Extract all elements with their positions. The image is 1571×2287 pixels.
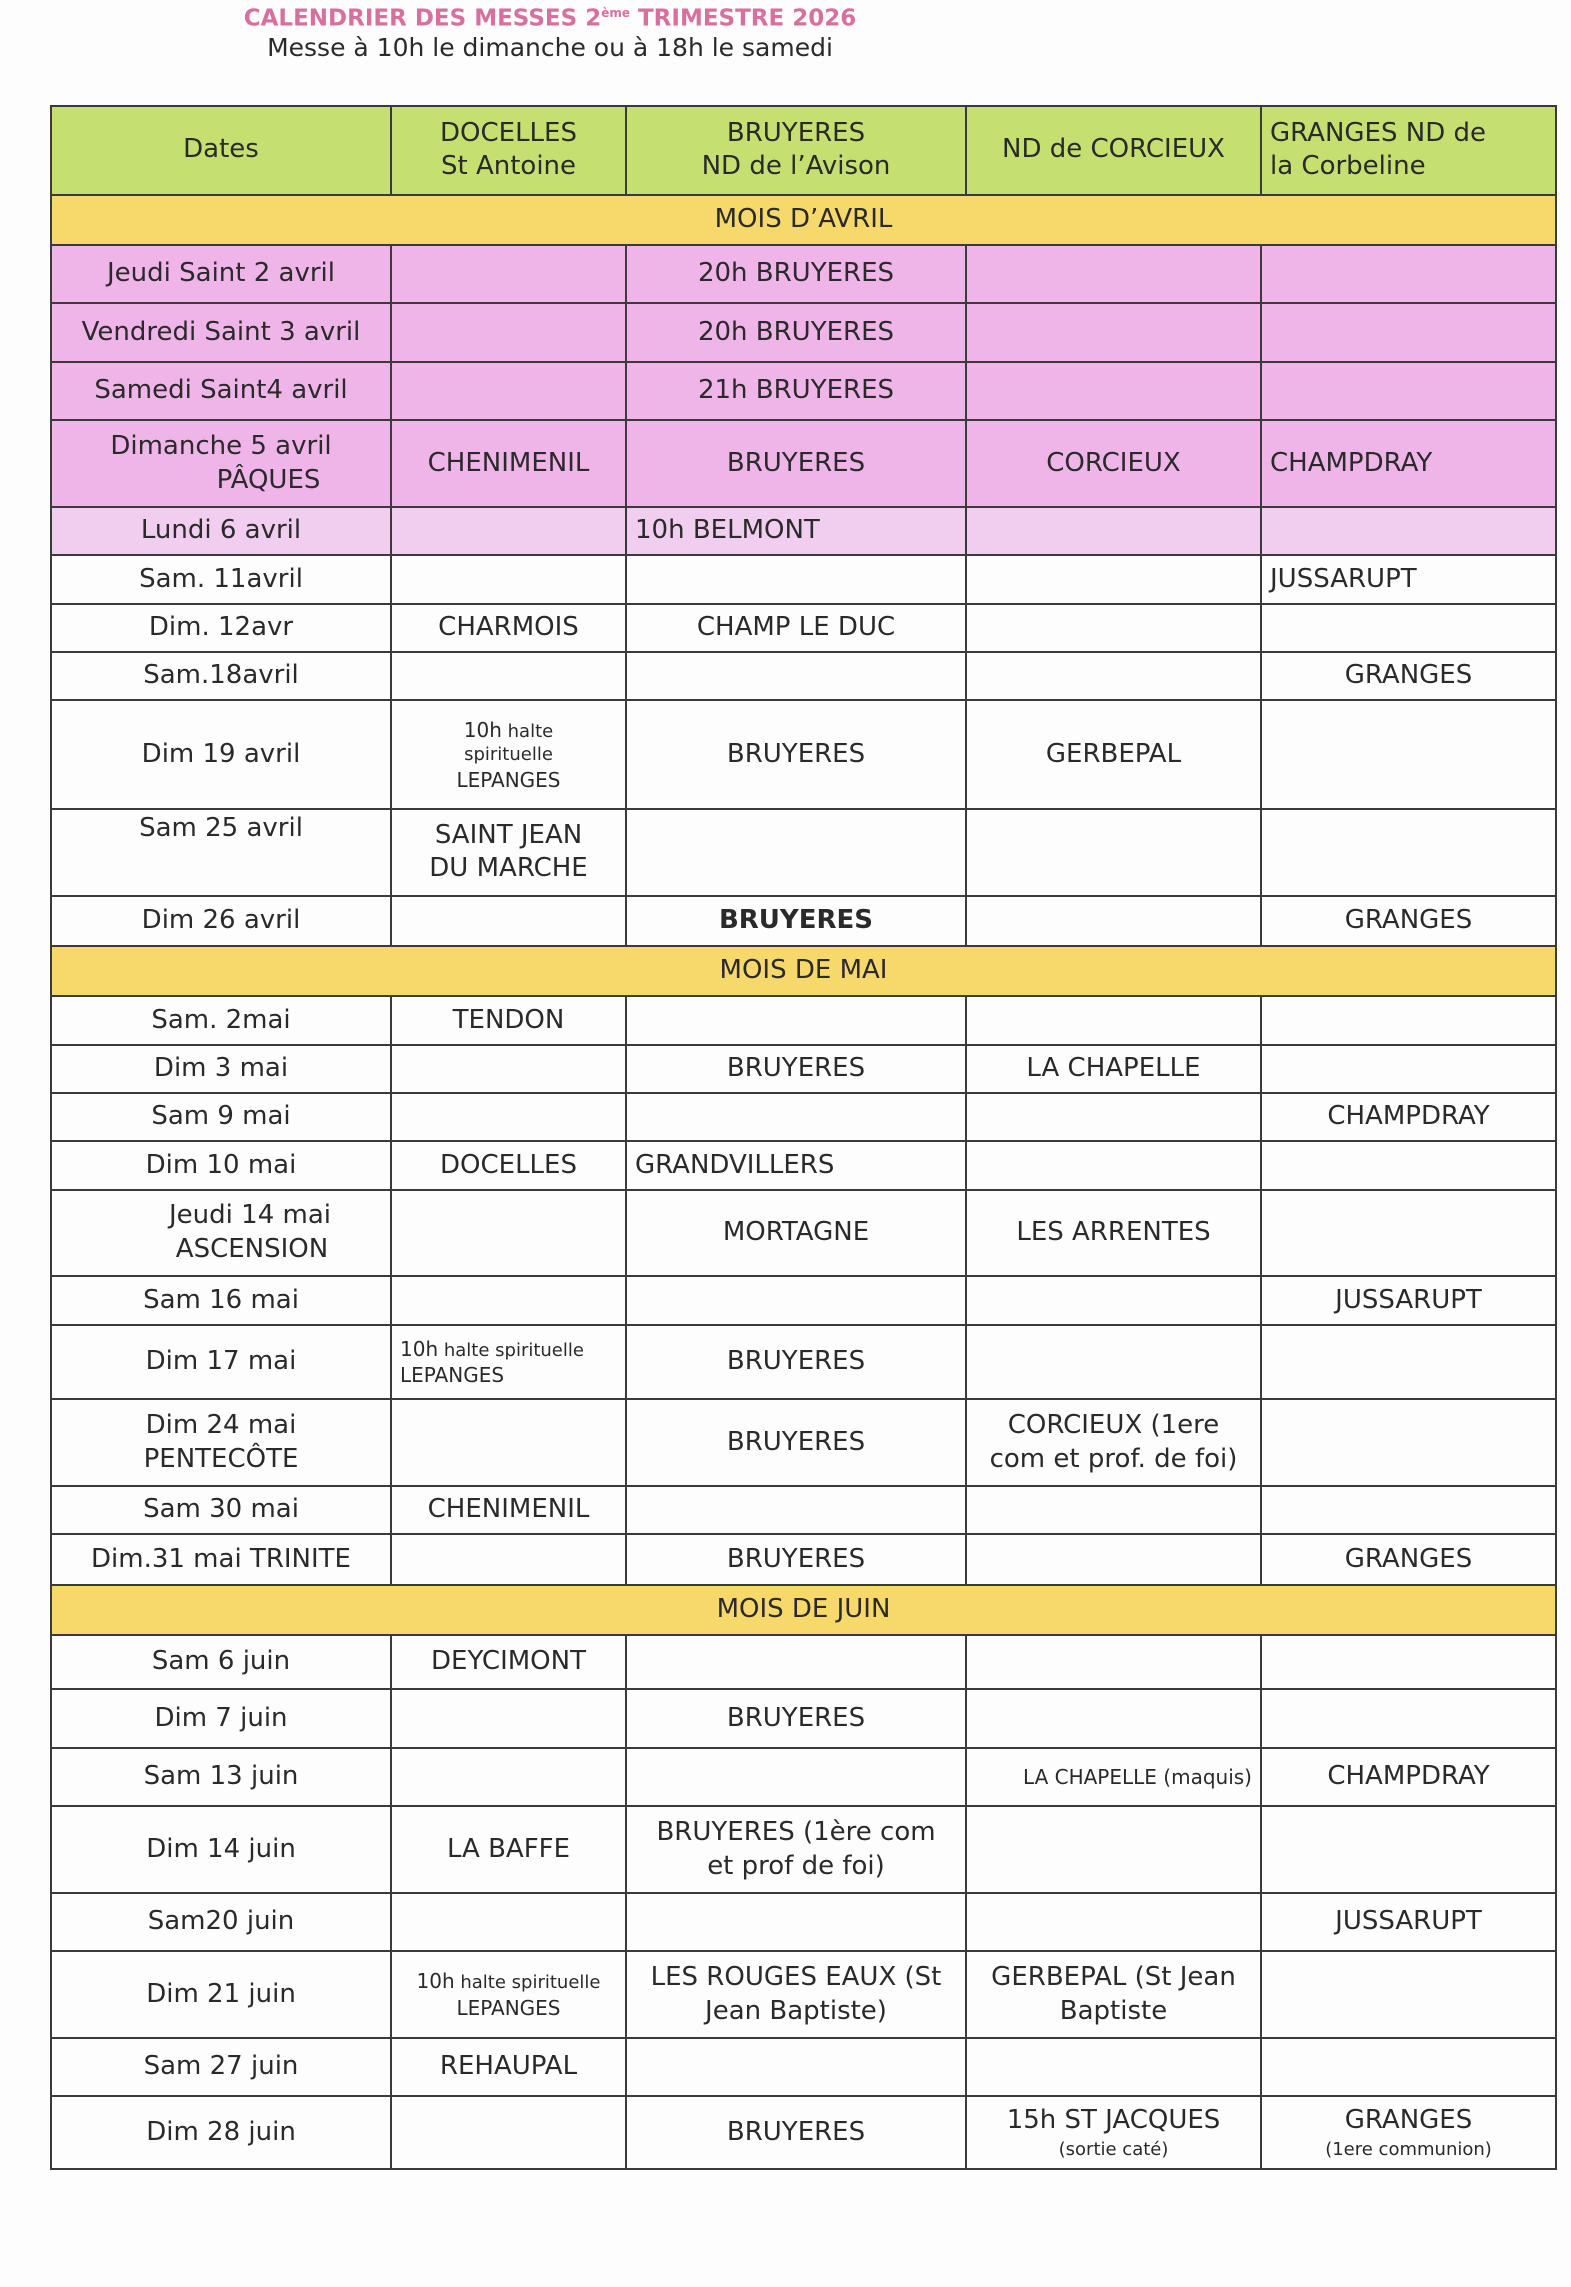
date-cell: Dim 26 avril bbox=[51, 896, 391, 946]
table-row bbox=[51, 362, 1556, 420]
table-row bbox=[51, 2038, 1556, 2096]
corcieux-line1: 15h ST JACQUES bbox=[1006, 2105, 1221, 2136]
granges-cell bbox=[1261, 1190, 1556, 1277]
corcieux-cell bbox=[966, 1276, 1261, 1324]
table-row bbox=[51, 1534, 1556, 1584]
granges-cell bbox=[1261, 507, 1556, 555]
halte-text: halte bbox=[501, 720, 554, 742]
date-cell: Sam20 juin bbox=[51, 1893, 391, 1951]
bruyeres-cell bbox=[626, 1093, 966, 1141]
bruyeres-cell bbox=[626, 1635, 966, 1689]
bruyeres-cell: 21h BRUYERES bbox=[626, 362, 966, 420]
table-row bbox=[51, 1093, 1556, 1141]
granges-cell: CHAMPDRAY bbox=[1261, 1093, 1556, 1141]
granges-cell bbox=[1261, 245, 1556, 303]
date-line1: Dim 24 mai bbox=[145, 1409, 297, 1440]
date-cell: Sam. 11avril bbox=[51, 555, 391, 603]
docelles-cell bbox=[391, 507, 626, 555]
date-cell: Lundi 6 avril bbox=[51, 507, 391, 555]
date-cell: Samedi Saint4 avril bbox=[51, 362, 391, 420]
month-label: MOIS DE MAI bbox=[51, 946, 1556, 996]
date-cell: Sam.18avril bbox=[51, 652, 391, 700]
date-cell: Sam 6 juin bbox=[51, 1635, 391, 1689]
bruyeres-line1: BRUYERES (1ère com bbox=[656, 1816, 936, 1847]
month-row-april bbox=[51, 195, 1556, 245]
docelles-line1 bbox=[400, 1968, 617, 1994]
docelles-line1: SAINT JEAN bbox=[434, 819, 583, 850]
corcieux-cell bbox=[966, 1486, 1261, 1534]
bruyeres-cell: 10h BELMONT bbox=[626, 507, 966, 555]
docelles-cell bbox=[391, 1190, 626, 1277]
corcieux-line1: GERBEPAL (St Jean bbox=[991, 1961, 1236, 1992]
table-row bbox=[51, 996, 1556, 1044]
table-row bbox=[51, 604, 1556, 652]
table-row bbox=[51, 1045, 1556, 1093]
docelles-cell bbox=[391, 809, 626, 896]
page-title bbox=[0, 0, 1100, 32]
granges-cell: GRANGES bbox=[1261, 1534, 1556, 1584]
bruyeres-cell bbox=[626, 996, 966, 1044]
col-header-bruyeres bbox=[626, 106, 966, 195]
docelles-cell: CHENIMENIL bbox=[391, 1486, 626, 1534]
table-row bbox=[51, 1893, 1556, 1951]
docelles-cell: DEYCIMONT bbox=[391, 1635, 626, 1689]
col-header-corcieux: ND de CORCIEUX bbox=[966, 106, 1261, 195]
bruyeres-line1: LES ROUGES EAUX (St bbox=[650, 1961, 942, 1992]
docelles-cell bbox=[391, 245, 626, 303]
col-header-bruyeres-line1: BRUYERES bbox=[726, 117, 866, 148]
date-cell bbox=[51, 1399, 391, 1486]
docelles-line1 bbox=[400, 717, 617, 743]
col-header-docelles bbox=[391, 106, 626, 195]
halte-text: halte spirituelle bbox=[438, 1339, 584, 1361]
table-row bbox=[51, 245, 1556, 303]
granges-cell bbox=[1261, 1486, 1556, 1534]
corcieux-cell: CORCIEUX bbox=[966, 420, 1261, 507]
table-row bbox=[51, 2096, 1556, 2169]
docelles-cell: DOCELLES bbox=[391, 1141, 626, 1189]
docelles-cell bbox=[391, 1325, 626, 1400]
docelles-cell: TENDON bbox=[391, 996, 626, 1044]
mass-calendar-table bbox=[50, 105, 1557, 2170]
page-subtitle: Messe à 10h le dimanche ou à 18h le samedi bbox=[267, 33, 833, 62]
bruyeres-cell: BRUYERES bbox=[626, 1534, 966, 1584]
granges-cell bbox=[1261, 362, 1556, 420]
corcieux-cell bbox=[966, 604, 1261, 652]
corcieux-cell bbox=[966, 1534, 1261, 1584]
granges-cell bbox=[1261, 1951, 1556, 2038]
docelles-line3: LEPANGES bbox=[456, 767, 561, 792]
corcieux-cell bbox=[966, 2096, 1261, 2169]
corcieux-cell bbox=[966, 996, 1261, 1044]
bruyeres-cell: BRUYERES bbox=[626, 420, 966, 507]
date-cell: Sam 13 juin bbox=[51, 1748, 391, 1806]
bruyeres-cell bbox=[626, 1951, 966, 2038]
col-header-bruyeres-line2: ND de l’Avison bbox=[701, 151, 891, 182]
granges-cell: GRANGES bbox=[1261, 896, 1556, 946]
month-row-may bbox=[51, 946, 1556, 996]
docelles-cell bbox=[391, 700, 626, 809]
corcieux-cell bbox=[966, 1748, 1261, 1806]
date-cell: Dim 3 mai bbox=[51, 1045, 391, 1093]
col-header-docelles-line2: St Antoine bbox=[440, 151, 577, 182]
docelles-cell bbox=[391, 1093, 626, 1141]
table-row bbox=[51, 1806, 1556, 1893]
docelles-cell: CHENIMENIL bbox=[391, 420, 626, 507]
docelles-cell bbox=[391, 652, 626, 700]
docelles-cell bbox=[391, 1748, 626, 1806]
granges-cell bbox=[1261, 2096, 1556, 2169]
date-cell: Dim 19 avril bbox=[51, 700, 391, 809]
docelles-cell bbox=[391, 1893, 626, 1951]
date-cell: Sam 30 mai bbox=[51, 1486, 391, 1534]
bruyeres-cell bbox=[626, 1748, 966, 1806]
bruyeres-cell: BRUYERES bbox=[626, 1325, 966, 1400]
docelles-line2: LEPANGES bbox=[400, 1363, 505, 1388]
table-row bbox=[51, 1276, 1556, 1324]
corcieux-cell bbox=[966, 1893, 1261, 1951]
bruyeres-cell bbox=[626, 1806, 966, 1893]
docelles-cell bbox=[391, 1534, 626, 1584]
corcieux-cell bbox=[966, 362, 1261, 420]
col-header-granges-line1: GRANGES ND de bbox=[1270, 117, 1486, 148]
docelles-cell bbox=[391, 1399, 626, 1486]
time-text: 10h bbox=[400, 1336, 439, 1361]
bruyeres-cell bbox=[626, 1486, 966, 1534]
table-row bbox=[51, 1748, 1556, 1806]
date-cell: Dim 28 juin bbox=[51, 2096, 391, 2169]
date-cell: Dim 7 juin bbox=[51, 1689, 391, 1747]
corcieux-cell bbox=[966, 245, 1261, 303]
bruyeres-cell bbox=[626, 652, 966, 700]
corcieux-cell bbox=[966, 1806, 1261, 1893]
docelles-cell bbox=[391, 555, 626, 603]
docelles-cell bbox=[391, 896, 626, 946]
granges-line1: GRANGES bbox=[1344, 2105, 1473, 2136]
table-row bbox=[51, 555, 1556, 603]
corcieux-cell bbox=[966, 2038, 1261, 2096]
bruyeres-cell: BRUYERES bbox=[626, 700, 966, 809]
corcieux-cell bbox=[966, 1093, 1261, 1141]
corcieux-cell bbox=[966, 1399, 1261, 1486]
corcieux-cell bbox=[966, 1141, 1261, 1189]
corcieux-cell bbox=[966, 507, 1261, 555]
table-row bbox=[51, 700, 1556, 809]
corcieux-cell bbox=[966, 809, 1261, 896]
corcieux-cell bbox=[966, 1951, 1261, 2038]
corcieux-line2: com et prof. de foi) bbox=[989, 1443, 1238, 1474]
granges-cell bbox=[1261, 303, 1556, 361]
bruyeres-line2: Jean Baptiste) bbox=[705, 1995, 887, 2026]
bruyeres-cell: 20h BRUYERES bbox=[626, 303, 966, 361]
corcieux-line2: (sortie caté) bbox=[1058, 2138, 1169, 2160]
bruyeres-cell: BRUYERES bbox=[626, 1399, 966, 1486]
bruyeres-line2: et prof de foi) bbox=[707, 1850, 885, 1881]
corcieux-note: (maquis) bbox=[1163, 1765, 1252, 1790]
corcieux-cell bbox=[966, 555, 1261, 603]
corcieux-cell bbox=[966, 1689, 1261, 1747]
table-row bbox=[51, 652, 1556, 700]
table-row bbox=[51, 303, 1556, 361]
table-row bbox=[51, 1689, 1556, 1747]
date-line2: ASCENSION bbox=[175, 1234, 329, 1265]
bruyeres-cell: 20h BRUYERES bbox=[626, 245, 966, 303]
table-row bbox=[51, 1486, 1556, 1534]
date-cell: Sam 27 juin bbox=[51, 2038, 391, 2096]
corcieux-cell bbox=[966, 303, 1261, 361]
granges-cell bbox=[1261, 1325, 1556, 1400]
table-row bbox=[51, 1190, 1556, 1277]
table-row bbox=[51, 1399, 1556, 1486]
corcieux-cell: LES ARRENTES bbox=[966, 1190, 1261, 1277]
granges-cell: JUSSARUPT bbox=[1261, 555, 1556, 603]
granges-cell bbox=[1261, 1689, 1556, 1747]
bruyeres-cell bbox=[626, 809, 966, 896]
table-row bbox=[51, 420, 1556, 507]
granges-cell bbox=[1261, 1806, 1556, 1893]
time-text: 10h bbox=[463, 717, 502, 742]
date-cell: Sam. 2mai bbox=[51, 996, 391, 1044]
bruyeres-cell: BRUYERES bbox=[626, 1689, 966, 1747]
table-row bbox=[51, 896, 1556, 946]
date-cell: Jeudi Saint 2 avril bbox=[51, 245, 391, 303]
granges-cell bbox=[1261, 700, 1556, 809]
col-header-dates: Dates bbox=[51, 106, 391, 195]
date-cell: Sam 25 avril bbox=[51, 809, 391, 896]
table-row bbox=[51, 1635, 1556, 1689]
title-main: CALENDRIER DES MESSES 2 bbox=[243, 5, 602, 32]
col-header-docelles-line1: DOCELLES bbox=[440, 117, 577, 148]
granges-cell bbox=[1261, 996, 1556, 1044]
date-cell: Dim 21 juin bbox=[51, 1951, 391, 2038]
corcieux-text: LA CHAPELLE bbox=[1022, 1765, 1164, 1790]
date-cell: Sam 9 mai bbox=[51, 1093, 391, 1141]
date-cell: Dim. 12avr bbox=[51, 604, 391, 652]
table-row bbox=[51, 809, 1556, 896]
date-cell: Dim 14 juin bbox=[51, 1806, 391, 1893]
docelles-line2: DU MARCHE bbox=[429, 853, 588, 884]
docelles-cell: LA BAFFE bbox=[391, 1806, 626, 1893]
docelles-cell: CHARMOIS bbox=[391, 604, 626, 652]
date-cell: Dim 17 mai bbox=[51, 1325, 391, 1400]
docelles-cell bbox=[391, 1689, 626, 1747]
granges-cell bbox=[1261, 1635, 1556, 1689]
corcieux-cell bbox=[966, 1325, 1261, 1400]
corcieux-line1: CORCIEUX (1ere bbox=[1007, 1409, 1220, 1440]
date-cell: Vendredi Saint 3 avril bbox=[51, 303, 391, 361]
docelles-cell bbox=[391, 2096, 626, 2169]
corcieux-cell bbox=[966, 1635, 1261, 1689]
date-cell bbox=[51, 420, 391, 507]
docelles-line2: spirituelle bbox=[464, 744, 553, 766]
bruyeres-cell: BRUYERES bbox=[626, 1045, 966, 1093]
corcieux-cell: GERBEPAL bbox=[966, 700, 1261, 809]
docelles-line1 bbox=[400, 1336, 617, 1362]
date-line2: PÂQUES bbox=[216, 464, 321, 495]
granges-cell: JUSSARUPT bbox=[1261, 1276, 1556, 1324]
corcieux-cell bbox=[966, 652, 1261, 700]
granges-cell: CHAMPDRAY bbox=[1261, 1748, 1556, 1806]
month-row-june bbox=[51, 1585, 1556, 1635]
date-cell: Dim.31 mai TRINITE bbox=[51, 1534, 391, 1584]
date-cell: Dim 10 mai bbox=[51, 1141, 391, 1189]
granges-cell: JUSSARUPT bbox=[1261, 1893, 1556, 1951]
granges-cell bbox=[1261, 1141, 1556, 1189]
title-superscript: ème bbox=[601, 6, 630, 20]
bruyeres-cell: MORTAGNE bbox=[626, 1190, 966, 1277]
granges-cell bbox=[1261, 809, 1556, 896]
date-line1: Jeudi 14 mai bbox=[169, 1200, 331, 1231]
granges-cell bbox=[1261, 604, 1556, 652]
corcieux-cell: LA CHAPELLE bbox=[966, 1045, 1261, 1093]
granges-cell: GRANGES bbox=[1261, 652, 1556, 700]
time-text: 10h bbox=[416, 1969, 455, 1994]
date-line1: Dimanche 5 avril bbox=[110, 430, 332, 461]
col-header-granges bbox=[1261, 106, 1556, 195]
docelles-cell bbox=[391, 1276, 626, 1324]
docelles-line2: LEPANGES bbox=[456, 1995, 561, 2020]
docelles-cell bbox=[391, 1045, 626, 1093]
bruyeres-cell bbox=[626, 1276, 966, 1324]
table-row bbox=[51, 1141, 1556, 1189]
bruyeres-cell: BRUYERES bbox=[626, 896, 966, 946]
bruyeres-cell bbox=[626, 555, 966, 603]
date-cell bbox=[51, 1190, 391, 1277]
bruyeres-cell: GRANDVILLERS bbox=[626, 1141, 966, 1189]
title-end: TRIMESTRE 2026 bbox=[629, 5, 857, 32]
granges-cell bbox=[1261, 1399, 1556, 1486]
date-line2: PENTECÔTE bbox=[143, 1443, 299, 1474]
month-label: MOIS DE JUIN bbox=[51, 1585, 1556, 1635]
granges-cell bbox=[1261, 1045, 1556, 1093]
table-row bbox=[51, 1951, 1556, 2038]
col-header-granges-line2: la Corbeline bbox=[1270, 151, 1426, 182]
docelles-cell: REHAUPAL bbox=[391, 2038, 626, 2096]
bruyeres-cell: CHAMP LE DUC bbox=[626, 604, 966, 652]
granges-line2: (1ere communion) bbox=[1325, 2138, 1492, 2160]
bruyeres-cell bbox=[626, 1893, 966, 1951]
docelles-cell bbox=[391, 303, 626, 361]
halte-text: halte spirituelle bbox=[454, 1972, 601, 1994]
date-cell: Sam 16 mai bbox=[51, 1276, 391, 1324]
bruyeres-cell bbox=[626, 2038, 966, 2096]
docelles-cell bbox=[391, 362, 626, 420]
corcieux-line2: Baptiste bbox=[1059, 1995, 1168, 2026]
docelles-cell bbox=[391, 1951, 626, 2038]
bruyeres-cell: BRUYERES bbox=[626, 2096, 966, 2169]
granges-cell bbox=[1261, 2038, 1556, 2096]
granges-cell: CHAMPDRAY bbox=[1261, 420, 1556, 507]
table-row bbox=[51, 507, 1556, 555]
corcieux-cell bbox=[966, 896, 1261, 946]
header-row bbox=[51, 106, 1556, 195]
month-label: MOIS D’AVRIL bbox=[51, 195, 1556, 245]
table-row bbox=[51, 1325, 1556, 1400]
